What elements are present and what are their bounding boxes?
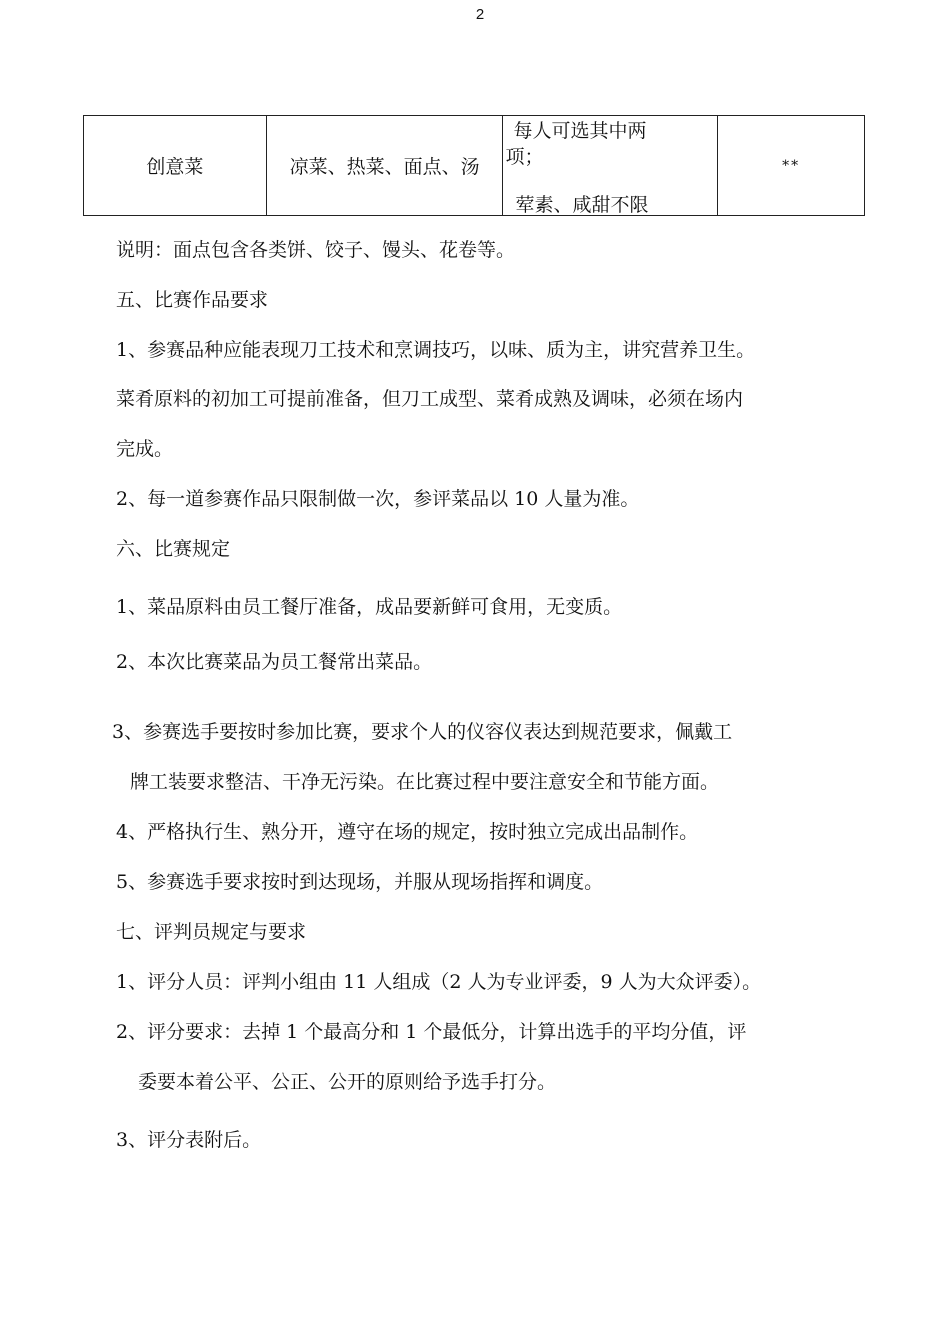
rule-line: 每人可选其中两 (513, 120, 647, 142)
paragraph-line: 完成。 (116, 438, 174, 460)
rule-line: 荤素、咸甜不限 (515, 194, 649, 216)
section-heading: 六、比赛规定 (116, 538, 231, 560)
paragraph-line: 1、评分人员：评判小组由 11 人组成（2 人为专业评委，9 人为大众评委）。 (116, 971, 762, 993)
section-heading: 七、评判员规定与要求 (116, 921, 307, 943)
paragraph-line: 2、评分要求：去掉 1 个最高分和 1 个最低分，计算出选手的平均分值，评 (116, 1021, 747, 1043)
paragraph-line: 菜肴原料的初加工可提前准备，但刀工成型、菜肴成熟及调味，必须在场内 (116, 388, 744, 410)
dish-types-cell: 凉菜、热菜、面点、汤 (266, 116, 503, 216)
dish-category-table (83, 115, 865, 216)
paragraph-line: 3、评分表附后。 (116, 1129, 262, 1151)
category-cell: 创意菜 (84, 116, 267, 216)
paragraph-line: 2、本次比赛菜品为员工餐常出菜品。 (116, 651, 433, 673)
rule-line: 项； (505, 146, 544, 168)
note-paragraph: 说明：面点包含各类饼、饺子、馒头、花卷等。 (116, 239, 516, 261)
section-heading: 五、比赛作品要求 (116, 289, 269, 311)
paragraph-line: 牌工装要求整洁、干净无污染。在比赛过程中要注意安全和节能方面。 (130, 771, 720, 793)
paragraph-line: 3、参赛选手要按时参加比赛，要求个人的仪容仪表达到规范要求，佩戴工 (112, 721, 733, 743)
paragraph-line: 2、每一道参赛作品只限制做一次，参评菜品以 10 人量为准。 (116, 488, 640, 510)
paragraph-line: 4、严格执行生、熟分开，遵守在场的规定，按时独立完成出品制作。 (116, 821, 699, 843)
paragraph-line: 5、参赛选手要求按时到达现场，并服从现场指挥和调度。 (116, 871, 604, 893)
selection-rule-cell (503, 116, 718, 216)
paragraph-line: 1、菜品原料由员工餐厅准备，成品要新鲜可食用，无变质。 (116, 596, 623, 618)
page-number: 2 (475, 6, 485, 23)
mark-cell: ** (718, 116, 865, 216)
table-row (84, 116, 865, 216)
paragraph-line: 1、参赛品种应能表现刀工技术和烹调技巧，以味、质为主，讲究营养卫生。 (116, 339, 756, 361)
paragraph-line: 委要本着公平、公正、公开的原则给予选手打分。 (138, 1071, 557, 1093)
